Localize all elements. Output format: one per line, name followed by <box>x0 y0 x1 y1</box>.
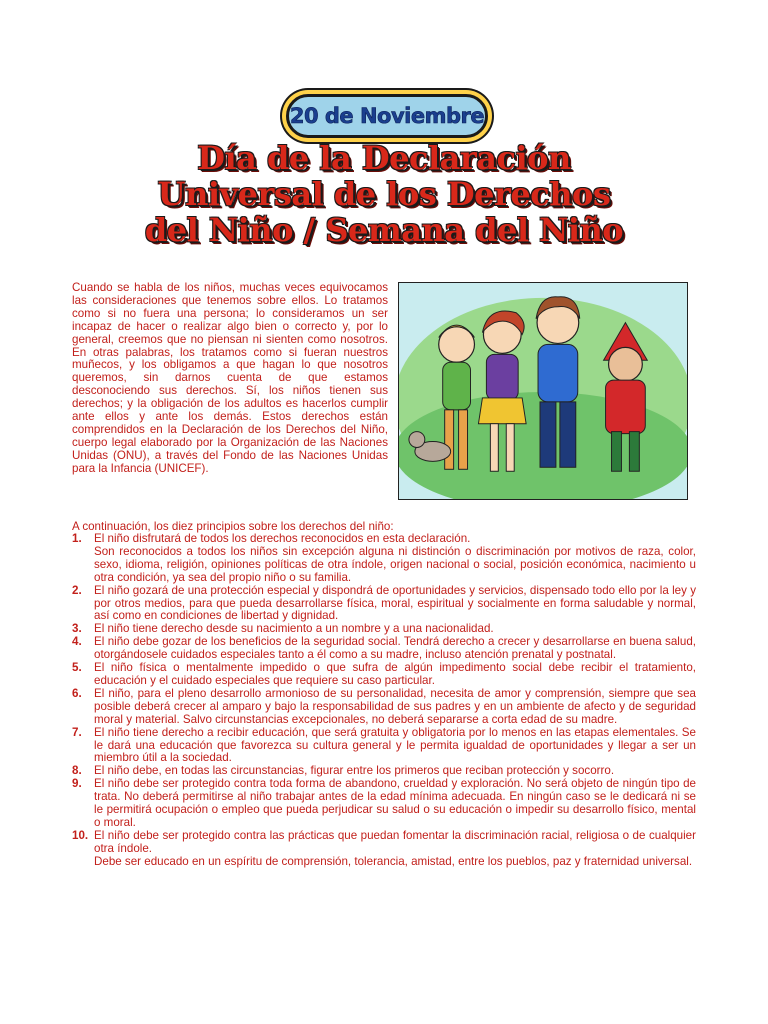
principle-number: 3. <box>72 622 82 636</box>
title-line-2: Universal de los Derechos <box>157 175 611 213</box>
principle-text <box>94 533 696 585</box>
principle-paragraph: El niño debe ser protegido contra las prácticas que puedan fomentar la discriminación racial, religiosa o de cualquier otra índole. <box>94 828 696 855</box>
intro-paragraph: Cuando se habla de los niños, muchas veces equivocamos las consideraciones que tenemos sobre ellos. Lo tratamos como si no fuera una persona; lo consideramos un ser incapaz de hacer o realizar algo bien o correcto y, por lo general, creemos que no piensan ni sienten como nosotros. En otras palabras, los tratamos como si fueran nuestros muñecos, y los obligamos a que hagan lo que nosotros queremos, sin darnos cuenta de que estamos desconociendo sus derechos. Sí, los niños tienen sus derechos; y la obligación de los adultos es hacerlos cumplir ante ellos y ante los demás. Estos derechos están comprendidos en la Declaración de los Derechos del Niño, cuerpo legal elaborado por la Organización de las Naciones Unidas (ONU), a través del Fondo de las Naciones Unidas para la Infancia (UNICEF). <box>72 281 388 475</box>
principle-text <box>94 636 696 662</box>
principle-paragraph: Debe ser educado en un espíritu de comprensión, tolerancia, amistad, entre los pueblos, paz y fraternidad universal. <box>94 854 693 868</box>
principle-item <box>72 636 696 662</box>
date-badge <box>286 94 488 138</box>
principle-paragraph: El niño, para el pleno desarrollo armonioso de su personalidad, necesita de amor y comprensión, siempre que sea posible deberá crecer al amparo y bajo la responsabilidad de sus padres y en un ambiente de afecto y de seguridad moral y material. Salvo circunstancias excepcionales, no deberá separarse a corta edad de su madre. <box>94 686 696 726</box>
principle-item <box>72 533 696 585</box>
principle-number: 1. <box>72 532 82 545</box>
principles-intro: A continuación, los diez principios sobre los derechos del niño: <box>72 520 394 533</box>
principle-paragraph: Son reconocidos a todos los niños sin excepción alguna ni distinción o discriminación por motivos de raza, color, sexo, idioma, religión, opiniones políticas de otra índole, origen nacional o social, posición económica, nacimiento u otra condición, ya sea del propio niño o su familia. <box>94 544 696 584</box>
principle-paragraph: El niño tiene derecho a recibir educación, que será gratuita y obligatoria por lo menos en las etapas elementales. Se le dará una educación que favorezca su cultura general y le permita igualdad de oportunidades y llegar a ser un miembro útil a la sociedad. <box>94 725 696 765</box>
principle-item <box>72 778 696 830</box>
principle-number: 6. <box>72 686 82 700</box>
principle-number: 10. <box>72 828 89 842</box>
page-title <box>140 140 628 248</box>
principles-list <box>72 533 696 869</box>
principle-paragraph: El niño disfrutará de todos los derechos reconocidos en esta declaración. <box>94 532 471 545</box>
principle-paragraph: El niño tiene derecho desde su nacimiento a un nombre y a una nacionalidad. <box>94 622 494 636</box>
principle-item <box>72 688 696 727</box>
principle-number: 7. <box>72 725 82 739</box>
title-line-3: del Niño / Semana del Niño <box>144 211 624 249</box>
date-badge-text: 20 de Noviembre <box>289 104 485 128</box>
children-illustration <box>398 282 688 500</box>
principle-number: 5. <box>72 661 82 675</box>
principle-text <box>94 830 696 869</box>
principle-paragraph: El niño debe, en todas las circunstancias, figurar entre los primeros que reciban protección y socorro. <box>94 764 615 778</box>
children-illustration-image <box>399 283 687 499</box>
principle-paragraph: El niño debe ser protegido contra toda forma de abandono, crueldad y exploración. No será objeto de ningún tipo de trata. No deberá permitirse al niño trabajar antes de la edad mínima adecuada. En ningún caso se le dedicará ni se le permitirá ocupación o empleo que pueda perjudicar su salud o su educación o impedir su desarrollo físico, mental o moral. <box>94 777 696 829</box>
principle-text <box>94 585 696 624</box>
principle-item <box>72 830 696 869</box>
principle-paragraph: El niño física o mentalmente impedido o que sufra de algún impedimento social debe recibir el tratamiento, educación y el cuidado especiales que requiere su caso particular. <box>94 661 696 687</box>
principle-text <box>94 688 696 727</box>
principle-text <box>94 727 696 766</box>
principle-number: 9. <box>72 777 82 791</box>
principle-paragraph: El niño debe gozar de los beneficios de la seguridad social. Tendrá derecho a crecer y desarrollarse en buena salud, otorgándosele cuidados especiales tanto a él como a su madre, incluso atención prenatal y postnatal. <box>94 635 696 662</box>
principle-text <box>94 778 696 830</box>
principle-text <box>94 662 696 688</box>
title-line-1: Día de la Declaración <box>197 139 571 177</box>
principle-number: 4. <box>72 635 82 649</box>
principle-number: 8. <box>72 764 82 778</box>
principle-item <box>72 585 696 624</box>
principle-paragraph: El niño gozará de una protección especial y dispondrá de oportunidades y servicios, dispensado todo ello por la ley y por otros medios, para que pueda desarrollarse física, moral, espiritual y socialmente en forma saludable y normal, así como en condiciones de libertad y dignidad. <box>94 583 696 623</box>
principle-item <box>72 662 696 688</box>
principle-number: 2. <box>72 583 82 597</box>
principle-item <box>72 727 696 766</box>
